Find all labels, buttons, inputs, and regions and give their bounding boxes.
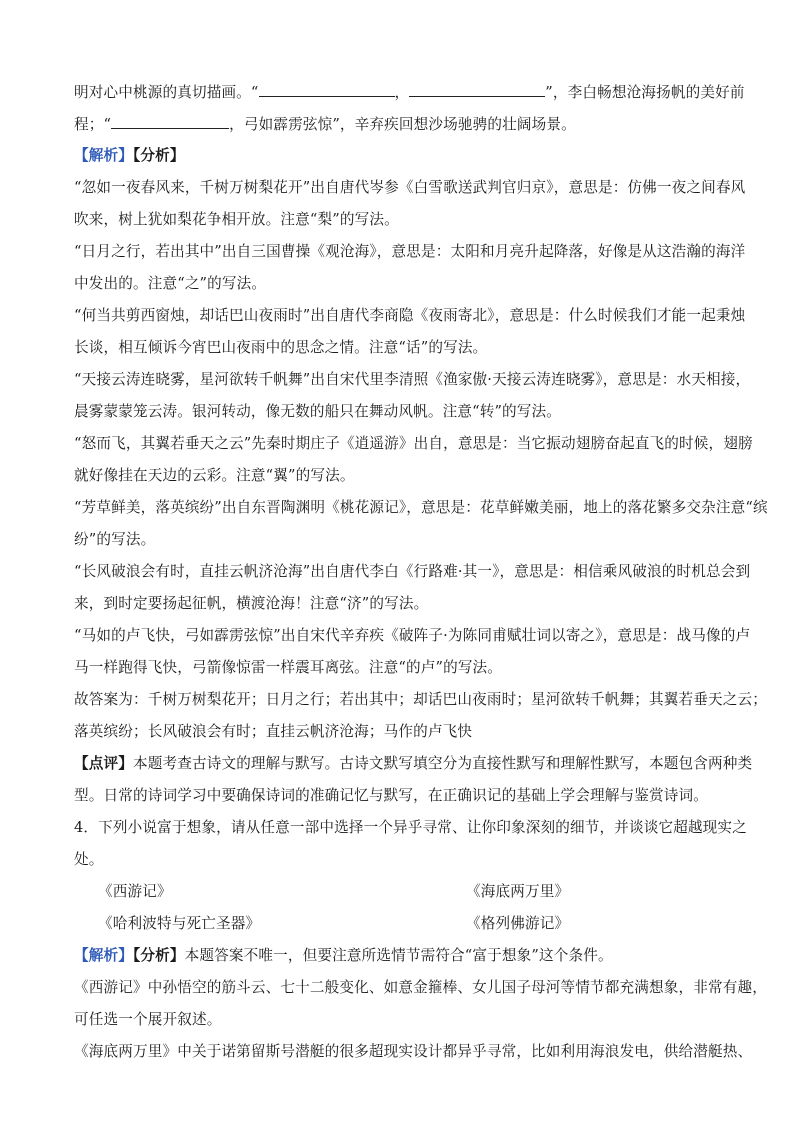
analysis-line: “忽如一夜春风来，千树万树梨花开”出自唐代岑参《白雪歌送武判官归京》，意思是：仿佛一夜之间春风	[74, 179, 746, 196]
analysis-line: “马如的卢飞快，弓如霹雳弦惊”出自宋代辛弃疾《破阵子·为陈同甫赋壮词以寄之》，意思是：战马像的卢	[74, 627, 751, 644]
analysis-line: 《西游记》中孙悟空的筋斗云、七十二般变化、如意金箍棒、女儿国子母河等情节都充满想象，非常有趣，	[74, 979, 767, 996]
jiexi-label: 【解析】	[74, 947, 133, 964]
analysis-line: “怒而飞，其翼若垂天之云”先秦时期庄子《逍遥游》出自，意思是：当它振动翅膀奋起直飞的时候，翅膀	[74, 435, 753, 452]
analysis-line: “日月之行，若出其中”出自三国曹操《观沧海》，意思是：太阳和月亮升起降落，好像是从这浩瀚的海洋	[74, 243, 746, 260]
analysis-line: 纷”的写法。	[74, 531, 156, 548]
book-title: 《哈利波特与死亡圣器》	[98, 915, 261, 932]
book-title: 《西游记》	[98, 883, 172, 900]
question-4-text: 4．下列小说富于想象，请从任意一部中选择一个异乎寻常、让你印象深刻的细节，并谈谈它超越现实之	[74, 819, 747, 836]
analysis-header	[74, 946, 754, 966]
text-segment: ，弓如霹雳弦惊”，辛弃疾回想沙场驰骋的壮阔场景。	[229, 116, 576, 133]
answer-line: 落英缤纷；长风破浪会有时；直挂云帆济沧海；马作的卢飞快	[74, 723, 473, 740]
analysis-line: “长风破浪会有时，直挂云帆济沧海”出自唐代李白《行路难·其一》，意思是：相信乘风破浪的时机总会到	[74, 563, 751, 580]
book-row	[98, 882, 778, 902]
analysis-line: 马一样跑得飞快，弓箭像惊雷一样震耳离弦。注意“的卢”的写法。	[74, 659, 503, 676]
analysis-intro: 本题答案不唯一，但要注意所选情节需符合“富于想象”这个条件。	[184, 947, 613, 964]
comment-line	[74, 754, 754, 774]
comment-text: 本题考查古诗文的理解与默写。古诗文默写填空分为直接性默写和理解性默写，本题包含两种类	[132, 755, 753, 772]
analysis-line: 来，到时定要扬起征帆，横渡沧海！注意“济”的写法。	[74, 595, 429, 612]
answer-line: 故答案为：千树万树梨花开；日月之行；若出其中；却话巴山夜雨时；星河欲转千帆舞；其翼若垂天之云；	[74, 691, 767, 708]
jiexi-label: 【解析】	[74, 147, 133, 164]
analysis-line: 长谈，相互倾诉今宵巴山夜雨中的思念之情。注意“话”的写法。	[74, 339, 488, 356]
answer-blank	[111, 114, 229, 129]
book-row	[98, 914, 778, 934]
analysis-line: “何当共剪西窗烛，却话巴山夜雨时”出自唐代李商隐《夜雨寄北》，意思是：什么时候我们才能一起秉烛	[74, 307, 746, 324]
analysis-line: “芳草鲜美，落英缤纷”出自东晋陶渊明《桃花源记》，意思是：花草鲜嫩美丽，地上的落花繁多交杂注意“缤	[74, 499, 768, 516]
text-segment: ，	[394, 84, 410, 101]
dianping-label: 【点评】	[74, 755, 133, 772]
text-segment: 明对心中桃源的真切描画。“	[74, 84, 259, 101]
analysis-line: 中发出的。注意“之”的写法。	[74, 275, 267, 292]
question-4-text: 处。	[74, 851, 104, 868]
fenxi-label: 【分析】	[132, 947, 185, 964]
analysis-line: 可任选一个展开叙述。	[74, 1011, 222, 1028]
analysis-line: 吹来，树上犹如梨花争相开放。注意“梨”的写法。	[74, 211, 399, 228]
text-segment: 程；“	[74, 116, 112, 133]
fill-in-line-2	[74, 114, 754, 135]
analysis-line: “天接云涛连晓雾，星河欲转千帆舞”出自宋代里李清照《渔家傲·天接云涛连晓雾》，意思是：水天相接，	[74, 371, 751, 388]
analysis-line: 《海底两万里》中关于诺第留斯号潜艇的很多超现实设计都异乎寻常，比如利用海浪发电，供给潜艇热、	[74, 1043, 753, 1060]
analysis-header	[74, 146, 754, 166]
answer-blank	[409, 82, 545, 97]
fill-in-line-1	[74, 82, 754, 103]
fenxi-label: 【分析】	[132, 147, 185, 164]
analysis-line: 就好像挂在天边的云彩。注意“翼”的写法。	[74, 467, 355, 484]
comment-line: 型。日常的诗词学习中要确保诗词的准确记忆与默写，在正确识记的基础上学会理解与鉴赏诗词。	[74, 787, 708, 804]
book-title: 《格列佛游记》	[466, 915, 570, 932]
answer-blank	[259, 82, 395, 97]
book-title: 《海底两万里》	[466, 883, 570, 900]
text-segment: ”，李白畅想沧海扬帆的美好前	[545, 84, 745, 101]
analysis-line: 晨雾蒙蒙笼云涛。银河转动，像无数的船只在舞动风帆。注意“转”的写法。	[74, 403, 562, 420]
